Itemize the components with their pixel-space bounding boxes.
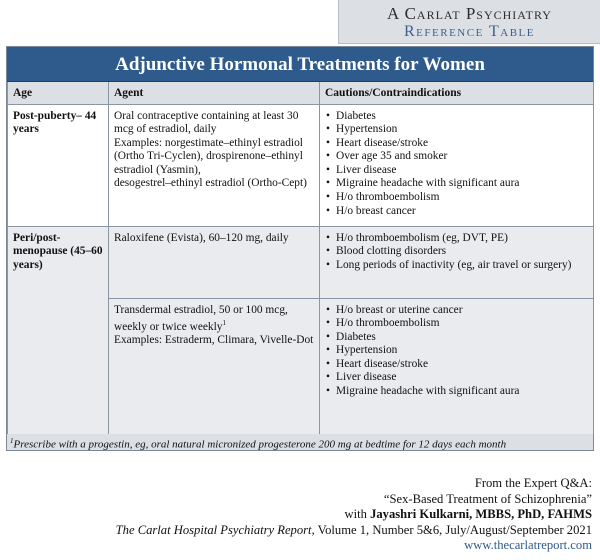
header-age: Age (8, 82, 109, 104)
table-title: Adjunctive Hormonal Treatments for Women (7, 47, 593, 82)
footnote-text: Prescribe with a progestin, eg, oral natural micronized progesterone 200 mg at bedtime for 12 days each month (13, 438, 507, 451)
cautions-list (325, 232, 588, 273)
age-cell: Post-puberty– 44 years (8, 104, 109, 226)
credits-expert: Jayashri Kulkarni, MBBS, PhD, FAHMS (370, 507, 592, 522)
caution-item: • Migraine headache with significant aura (325, 177, 588, 191)
credits-issue: , Volume 1, Number 5&6, July/August/September 2021 (311, 522, 592, 537)
caution-item: • Heart disease/stroke (325, 358, 588, 372)
caution-item: • H/o thromboembolism (325, 191, 588, 205)
credits-from: From the Expert Q&A: (474, 476, 592, 490)
banner-publisher: A Carlat Psychiatry (387, 4, 552, 23)
reference-table-banner (338, 0, 600, 44)
caution-item: • Liver disease (325, 164, 588, 178)
banner-label: Reference Table (404, 23, 535, 40)
cautions-cell (320, 104, 594, 226)
agent-line: Raloxifene (Evista), 60–120 mg, daily (114, 231, 289, 244)
treatments-table (7, 82, 594, 435)
agent-cell (109, 226, 320, 298)
cautions-list (325, 304, 588, 399)
credits-author-line (116, 507, 592, 523)
agent-line: desogestrel–ethinyl estradiol (Ortho-Cept) (114, 177, 307, 190)
age-cell: Peri/post-menopause (45–60 years) (8, 226, 109, 434)
reference-table (6, 46, 594, 434)
caution-item: • Liver disease (325, 371, 588, 385)
credits-citation (116, 523, 592, 539)
table-header-row (8, 82, 594, 104)
footnote-marker: 1 (222, 319, 226, 328)
agent-cell (109, 104, 320, 226)
header-agent: Agent (109, 82, 320, 104)
credits-url[interactable]: www.thecarlatreport.com (464, 538, 592, 553)
agent-line (114, 304, 314, 335)
credits-journal: The Carlat Hospital Psychiatry Report (115, 522, 312, 537)
agent-line: Examples: Estraderm, Climara, Vivelle-Dot (114, 334, 314, 347)
caution-item: • Over age 35 and smoker (325, 150, 588, 164)
caution-item: • Diabetes (325, 331, 588, 345)
caution-item: • Hypertension (325, 123, 588, 137)
header-cautions: Cautions/Contraindications (320, 82, 594, 104)
cautions-cell (320, 298, 594, 434)
cautions-cell (320, 226, 594, 298)
caution-item: • H/o breast cancer (325, 205, 588, 219)
agent-cell (109, 298, 320, 434)
credits-with: with (344, 507, 371, 522)
agent-line: Examples: norgestimate–ethinyl estradiol (Ortho Tri-Cyclen), drospirenone–ethinyl estradiol (Yasmin), (114, 136, 303, 176)
agent-line: Oral contraceptive containing at least 30 mcg of estradiol, daily (114, 109, 299, 136)
caution-item: • Long periods of inactivity (eg, air travel or surgery) (325, 259, 588, 273)
agent-main-text: Transdermal estradiol, 50 or 100 mcg, weekly or twice weekly (114, 303, 288, 333)
caution-item: • H/o thromboembolism (325, 317, 588, 331)
table-row (8, 104, 594, 226)
caution-item: • H/o breast or uterine cancer (325, 304, 588, 318)
caution-item: • Hypertension (325, 344, 588, 358)
credits-article-title: “Sex-Based Treatment of Schizophrenia” (383, 491, 592, 506)
caution-item: • Blood clotting disorders (325, 245, 588, 259)
source-credits (116, 476, 592, 554)
caution-item: • Heart disease/stroke (325, 137, 588, 151)
caution-item: • Diabetes (325, 110, 588, 124)
caution-item: • H/o thromboembolism (eg, DVT, PE) (325, 232, 588, 246)
cautions-list (325, 110, 588, 219)
table-row (8, 226, 594, 298)
footnote-number: 1 (10, 437, 14, 445)
table-footnote (6, 434, 594, 451)
caution-item: • Migraine headache with significant aura (325, 385, 588, 399)
